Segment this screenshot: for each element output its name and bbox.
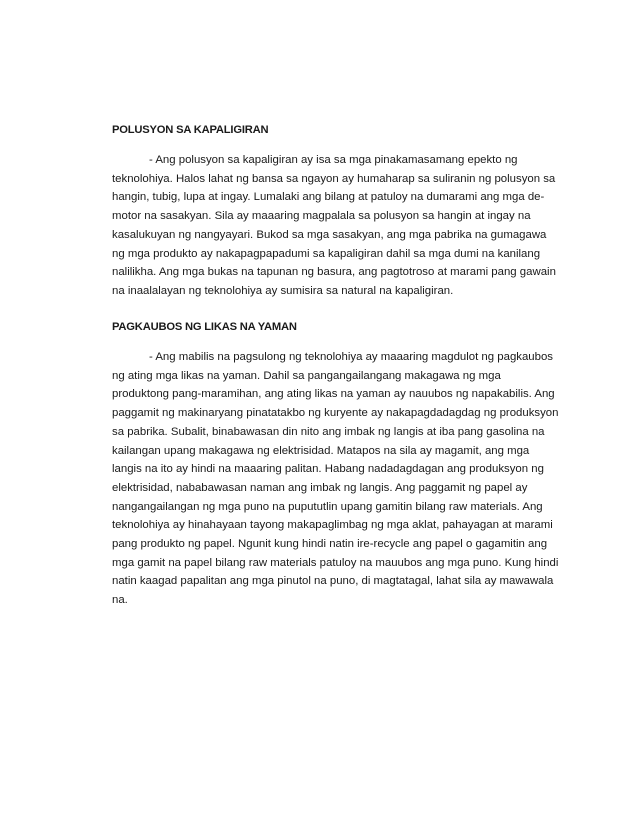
section-paragraph (112, 151, 556, 301)
paragraph-line: hangin, tubig, lupa at ingay. Lumalaki ang bilang at patuloy na dumarami ang mga de- (112, 191, 545, 204)
paragraph-line: ng mga produkto ay nakapagpapadumi sa kapaligiran dahil sa mga dumi na kanilang (112, 247, 541, 260)
paragraph-line: kasalukuyan ng nangyayari. Bukod sa mga sasakyan, ang mga pabrika na gumagawa (112, 228, 547, 241)
section-paragraph (112, 348, 559, 610)
section-heading: PAGKAUBOS NG LIKAS NA YAMAN (112, 321, 297, 333)
paragraph-line: elektrisidad, nababawasan naman ang imbak ng langis. Ang paggamit ng papel ay (112, 481, 528, 494)
paragraph-line: - Ang mabilis na pagsulong ng teknolohiya ay maaaring magdulot ng pagkaubos (149, 351, 554, 363)
paragraph-line: teknolohiya ay hinahayaan tayong makapaglimbag ng mga aklat, pahayagan at marami (112, 519, 553, 532)
section-pagkaubos (112, 320, 559, 610)
paragraph-line: langis na ito ay hindi na maaaring palitan. Habang nadadagdagan ang produksyon ng (112, 463, 544, 476)
paragraph-line: nangangailangan ng mga puno na pupututlin upang gamitin bilang raw materials. Ang (112, 500, 543, 513)
paragraph-line: natin kaagad papalitan ang mga pinutol na puno, di magtatagal, lahat sila ay mawawala (112, 575, 554, 588)
section-heading: POLUSYON SA KAPALIGIRAN (112, 124, 269, 136)
paragraph-line: na. (112, 594, 128, 607)
paragraph-line: produktong pang-maramihan, ang ating likas na yaman ay nauubos ng napakabilis. Ang (112, 388, 555, 401)
paragraph-line: - Ang polusyon sa kapaligiran ay isa sa mga pinakamasamang epekto ng (149, 154, 518, 166)
paragraph-line: mga gamit na papel bilang raw materials patuloy na mauubos ang mga puno. Kung hindi (112, 556, 559, 569)
paragraph-line: na inaalalayan ng teknolohiya ay sumisira sa natural na kapaligiran. (112, 284, 454, 297)
paragraph-line: ng ating mga likas na yaman. Dahil sa pangangailangang makagawa ng mga (112, 369, 501, 382)
paragraph-line: nalilikha. Ang mga bukas na tapunan ng basura, ang pagtotroso at marami pang gawain (112, 266, 556, 279)
section-polusyon (112, 123, 556, 301)
paragraph-line: kailangan upang makagawa ng elektrisidad. Matapos na sila ay magamit, ang mga (112, 444, 530, 457)
paragraph-line: teknolohiya. Halos lahat ng bansa sa ngayon ay humaharap sa suliranin ng polusyon sa (112, 172, 556, 185)
paragraph-line: motor na sasakyan. Sila ay maaaring magpalala sa polusyon sa hangin at ingay na (112, 210, 531, 223)
paragraph-line: paggamit ng makinaryang pinatatakbo ng kuryente ay nakapagdadagdag ng produksyon (112, 407, 559, 420)
paragraph-line: pang produkto ng papel. Ngunit kung hindi natin ire-recycle ang papel o gagamitin ang (112, 538, 548, 551)
paragraph-line: sa pabrika. Subalit, binabawasan din nito ang imbak ng langis at iba pang gasolina na (112, 425, 545, 438)
